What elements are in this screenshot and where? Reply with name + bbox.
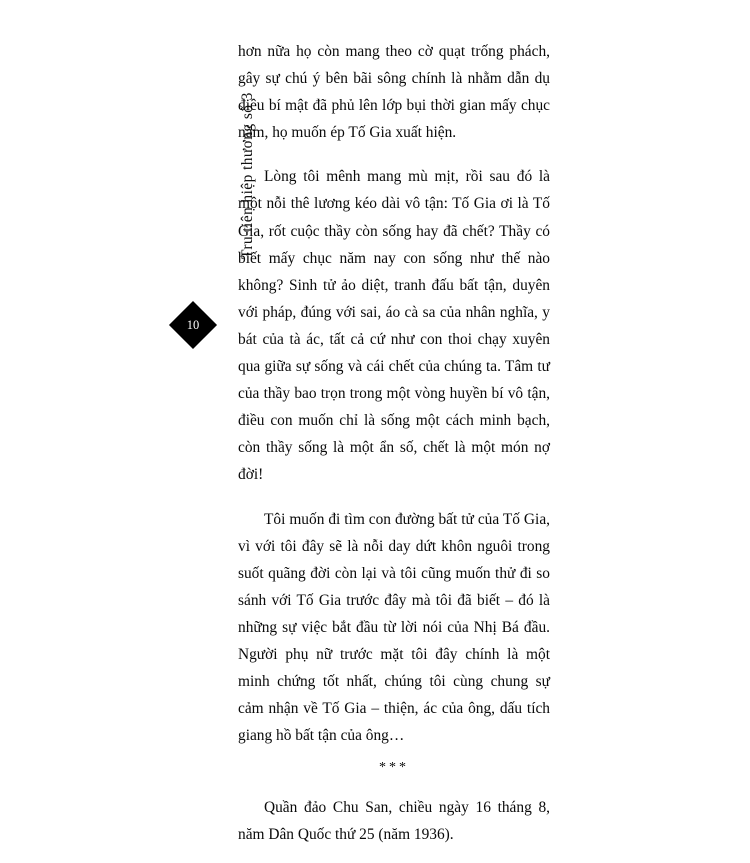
paragraph-gap xyxy=(238,146,550,163)
closing-dateline: Quần đảo Chu San, chiều ngày 16 tháng 8, năm Dân Quốc thứ 25 (năm 1936). xyxy=(238,798,550,843)
paragraph-continuation: hơn nữa họ còn mang theo cờ quạt trống phách, gây sự chú ý bên bãi sông chính là nhằm dẫn dụ điêu bí mật đã phủ lên lớp bụi thời gian mấy chục năm, họ muốn ép Tố Gia xuất hiện. xyxy=(238,43,550,142)
section-divider: *** xyxy=(379,760,409,776)
paragraph-second: Lòng tôi mênh mang mù mịt, rồi sau đó là một nỗi thê lương kéo dài vô tận: Tố Gia ơi là Tố Gia, rốt cuộc thầy còn sống hay đã chết? Thầy có biết mấy chục năm nay con sống như thế nào không? Sinh tử ảo diệt, tranh đấu bất tận, duyên với pháp, đúng với sai, áo cà sa của nhân nghĩa, y bát của tà ác, tất cả cứ như con thoi chạy xuyên qua giữa sự sống và cái chết của chúng ta. Tâm tư của thầy bao trọn trong một vòng huyền bí vô tận, điều con muốn chỉ là sống một cách minh bạch, còn thầy sống là một ẩn số, chết là một món nợ đời! xyxy=(238,168,550,484)
paragraph-third: Tôi muốn đi tìm con đường bất tử của Tố Gia, vì với tôi đây sẽ là nỗi day dứt khôn nguôi trong suốt quãng đời còn lại và tôi cũng muốn thử đi so sánh với Tố Gia trước đây mà tôi đã biết – đó là những sự việc bắt đầu từ lời nói của Nhị Bá đầu. Người phụ nữ trước mặt tôi đây chính là một minh chứng tốt nhất, chúng tôi cùng chung sự cảm nhận về Tố Gia – thiện, ác của ông, dấu tích giang hồ bất tận của ông… xyxy=(238,510,550,745)
page-number-label: 10 xyxy=(186,317,200,332)
paragraph-gap xyxy=(238,489,550,506)
body-text-column xyxy=(238,38,550,863)
page-number-badge xyxy=(169,301,217,349)
running-head: Tru tiên hiệp thương số 3 xyxy=(239,92,256,259)
